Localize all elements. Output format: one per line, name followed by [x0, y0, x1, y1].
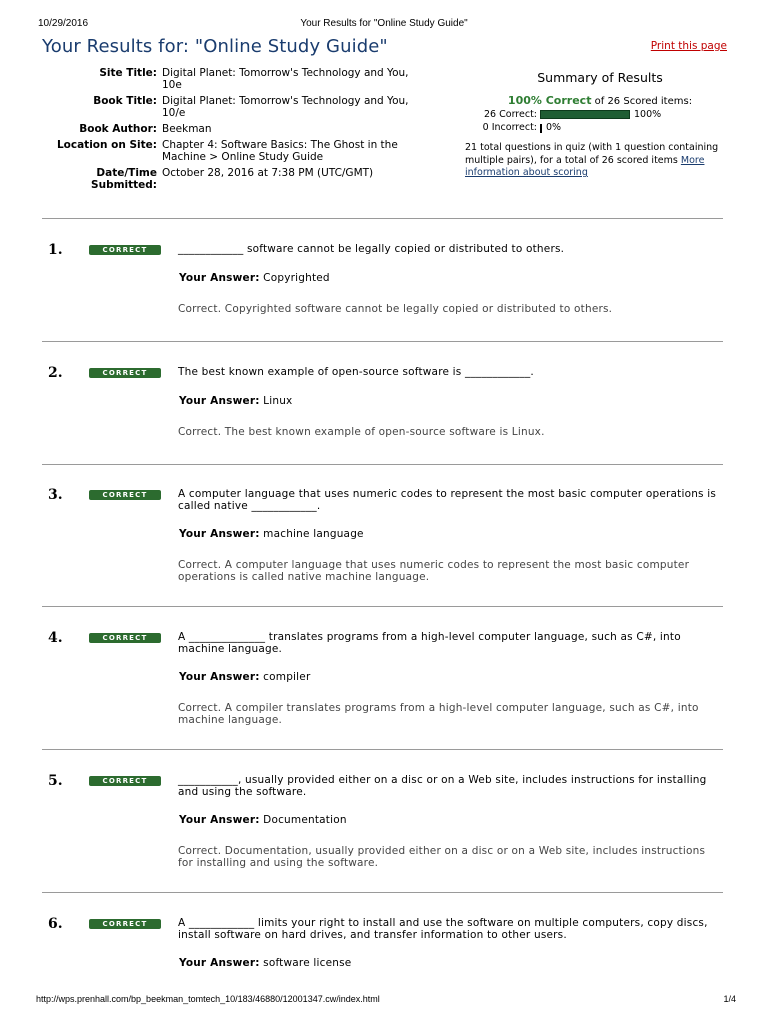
meta-label: Book Title:	[93, 95, 157, 107]
correct-bar-fill	[540, 110, 630, 119]
summary-percent-line	[465, 94, 735, 107]
print-header	[38, 18, 730, 32]
answer-value: software license	[263, 957, 352, 969]
meta-value	[162, 167, 450, 191]
question-text: ___________, usually provided either on a disc or on a Web site, includes instructions for installing and using the software.	[178, 774, 707, 798]
your-answer	[179, 528, 364, 540]
divider	[42, 341, 723, 342]
meta-value	[162, 67, 450, 91]
answer-feedback: Correct. The best known example of open-source software is Linux.	[178, 426, 545, 438]
incorrect-bar-track	[540, 123, 542, 132]
meta-label: Location on Site:	[56, 139, 157, 151]
correct-badge: CORRECT	[89, 633, 161, 643]
answer-feedback: Correct. Documentation, usually provided either on a disc or on a Web site, includes instructions for installing and using the software.	[178, 845, 706, 869]
question-number: 6.	[48, 916, 63, 932]
meta-row-site-title	[40, 67, 450, 91]
your-answer-label: Your Answer:	[179, 957, 260, 969]
meta-value	[162, 139, 450, 163]
meta-value-line: 10e	[162, 79, 182, 91]
meta-label	[40, 167, 162, 191]
answer-feedback: Correct. Copyrighted software cannot be legally copied or distributed to others.	[178, 303, 613, 315]
correct-count-label: 26 Correct:	[484, 108, 537, 120]
question-number: 4.	[48, 630, 63, 646]
print-footer	[36, 994, 736, 1008]
incorrect-bar-row	[465, 121, 735, 133]
your-answer	[179, 671, 310, 683]
correct-bar-track	[540, 110, 630, 119]
divider	[42, 218, 723, 219]
meta-value-line: 10/e	[162, 107, 186, 119]
divider	[42, 892, 723, 893]
meta-value-line: October 28, 2016 at 7:38 PM (UTC/GMT)	[162, 167, 374, 179]
incorrect-percent: 0%	[546, 121, 562, 133]
your-answer	[179, 957, 351, 969]
divider	[42, 606, 723, 607]
meta-value-line: Chapter 4: Software Basics: The Ghost in the	[162, 139, 398, 151]
meta-row-book-title	[40, 95, 450, 119]
correct-bar-row	[465, 108, 735, 120]
question-text: A ____________ limits your right to install and use the software on multiple computers, copy discs, install software on hard drives, and transfer information to other users.	[178, 917, 708, 941]
meta-value-line: Machine > Online Study Guide	[162, 151, 324, 163]
meta-label: Book Author:	[79, 123, 157, 135]
answer-feedback: Correct. A computer language that uses numeric codes to represent the most basic computer operations is called native machine language.	[178, 559, 690, 583]
percent-correct: 100% Correct	[507, 94, 592, 107]
summary-heading: Summary of Results	[537, 70, 663, 85]
your-answer-label: Your Answer:	[179, 671, 260, 683]
your-answer-label: Your Answer:	[179, 395, 260, 407]
question-text: ____________ software cannot be legally copied or distributed to others.	[178, 243, 565, 255]
answer-feedback: Correct. A compiler translates programs from a high-level computer language, such as C#, into machine language.	[178, 702, 699, 726]
print-page-number: 1/4	[723, 994, 736, 1004]
print-page-link[interactable]: Print this page	[650, 40, 727, 52]
meta-value-line: Digital Planet: Tomorrow's Technology and You,	[162, 67, 409, 79]
meta-label-line: Date/Time	[96, 167, 157, 179]
correct-badge: CORRECT	[89, 245, 161, 255]
print-page-title: Your Results for "Online Study Guide"	[300, 18, 468, 29]
summary-note	[465, 142, 735, 180]
quiz-meta	[40, 67, 450, 195]
correct-percent: 100%	[634, 108, 662, 120]
scored-items-text: of 26 Scored items:	[591, 96, 693, 107]
your-answer-label: Your Answer:	[179, 272, 260, 284]
meta-row-book-author	[40, 123, 450, 135]
correct-badge: CORRECT	[89, 776, 161, 786]
meta-row-submitted	[40, 167, 450, 191]
answer-value: compiler	[263, 671, 311, 683]
incorrect-bar-fill	[540, 124, 542, 133]
answer-value: Documentation	[263, 814, 347, 826]
print-url: http://wps.prenhall.com/bp_beekman_tomtech_10/183/46880/12001347.cw/index.html	[36, 994, 380, 1004]
scoring-info-link[interactable]: More information about scoring	[465, 154, 705, 178]
meta-value	[162, 123, 450, 135]
correct-badge: CORRECT	[89, 368, 161, 378]
correct-badge: CORRECT	[89, 490, 161, 500]
question-number: 2.	[48, 365, 63, 381]
answer-value: Linux	[263, 395, 293, 407]
meta-label-line: Submitted:	[91, 179, 157, 191]
divider	[42, 464, 723, 465]
meta-value-line: Digital Planet: Tomorrow's Technology and You,	[162, 95, 409, 107]
correct-badge: CORRECT	[89, 919, 161, 929]
your-answer-label: Your Answer:	[179, 814, 260, 826]
answer-value: machine language	[263, 528, 364, 540]
question-number: 1.	[48, 242, 63, 258]
divider	[42, 749, 723, 750]
meta-value-line: Beekman	[162, 123, 212, 135]
question-text: The best known example of open-source software is ____________.	[178, 366, 534, 378]
meta-value	[162, 95, 450, 119]
summary-note-text: 21 total questions in quiz (with 1 question containing multiple pairs), for a total of 26 scored items	[465, 142, 719, 166]
question-text: A computer language that uses numeric codes to represent the most basic computer operations is called native ____________.	[178, 488, 717, 512]
meta-label: Site Title:	[99, 67, 157, 79]
your-answer	[179, 814, 347, 826]
page-title: Your Results for: "Online Study Guide"	[42, 36, 388, 57]
your-answer-label: Your Answer:	[179, 528, 260, 540]
print-date: 10/29/2016	[38, 18, 89, 29]
incorrect-count-label: 0 Incorrect:	[482, 121, 537, 133]
summary-of-results	[465, 70, 735, 180]
your-answer	[179, 395, 292, 407]
your-answer	[179, 272, 330, 284]
question-number: 5.	[48, 773, 63, 789]
question-number: 3.	[48, 487, 63, 503]
answer-value: Copyrighted	[263, 272, 330, 284]
question-text: A ______________ translates programs from a high-level computer language, such as C#, into machine language.	[178, 631, 681, 655]
meta-row-location	[40, 139, 450, 163]
